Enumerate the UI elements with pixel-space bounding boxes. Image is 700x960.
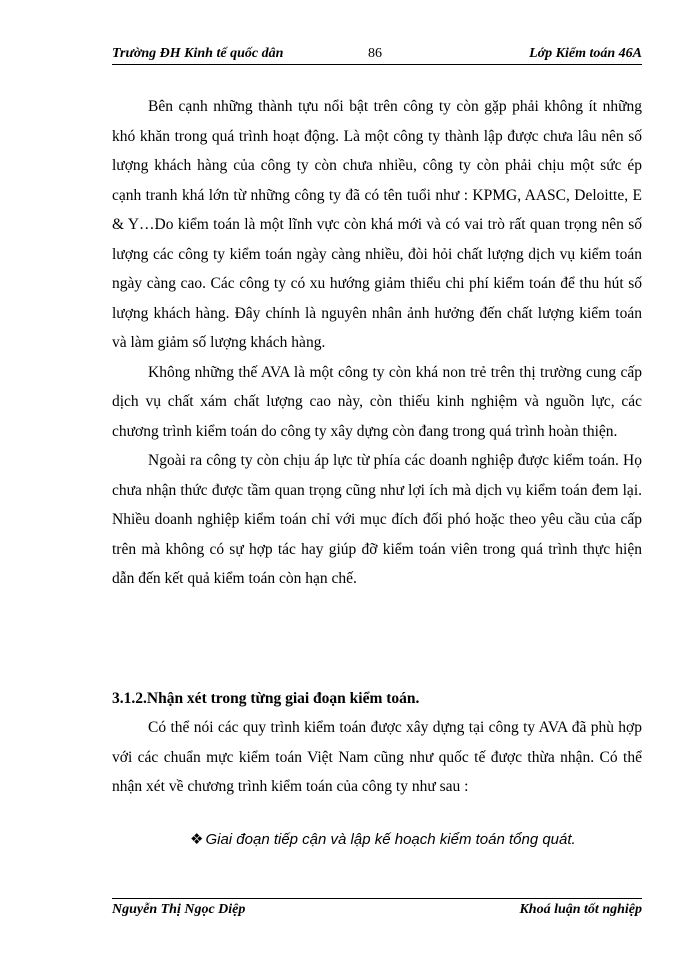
footer-doc-type: Khoá luận tốt nghiệp bbox=[519, 902, 642, 917]
header-divider bbox=[112, 64, 642, 65]
paragraph-2: Không những thế AVA là một công ty còn khá non trẻ trên thị trường cung cấp dịch vụ chất xám chất lượng cao này, còn thiếu kinh nghiệm và nguồn lực, các chương trình kiểm toán do công ty xây dựng còn đang trong quá trình hoàn thiện. bbox=[112, 363, 642, 440]
page-footer bbox=[112, 902, 642, 922]
spacer bbox=[112, 594, 642, 684]
header-class: Lớp Kiểm toán 46A bbox=[529, 46, 642, 61]
footer-author: Nguyễn Thị Ngọc Diệp bbox=[112, 902, 246, 917]
document-body bbox=[112, 92, 642, 802]
paragraph-1: Bên cạnh những thành tựu nổi bật trên công ty còn gặp phải không ít những khó khăn trong quá trình hoạt động. Là một công ty thành lập được chưa lâu nên số lượng khách hàng của công ty còn chưa nhiều, công ty còn phải chịu một sức ép cạnh tranh khá lớn từ những công ty đã có tên tuổi như : KPMG, AASC, Deloitte, E & Y…Do kiểm toán là một lĩnh vực còn khá mới và có vai trò rất quan trọng nên số lượng các công ty kiểm toán ngày càng nhiều, đòi hỏi chất lượng dịch vụ kiểm toán ngày càng cao. Các công ty có xu hướng giảm thiểu chi phí kiểm toán để thu hút số lượng khách hàng. Đây chính là nguyên nhân ảnh hưởng đến chất lượng kiểm toán và làm giảm số lượng khách hàng. bbox=[112, 98, 642, 351]
paragraph-3: Ngoài ra công ty còn chịu áp lực từ phía các doanh nghiệp được kiểm toán. Họ chưa nhận thức được tầm quan trọng cũng như lợi ích mà dịch vụ kiểm toán đem lại. Nhiều doanh nghiệp kiểm toán chỉ với mục đích đối phó hoặc theo yêu cầu của cấp trên mà không có sự hợp tác hay giúp đỡ kiểm toán viên trong quá trình thực hiện dẫn đến kết quả kiểm toán còn hạn chế. bbox=[112, 452, 642, 587]
section-heading: 3.1.2.Nhận xét trong từng giai đoạn kiểm toán. bbox=[112, 689, 420, 707]
footer-divider bbox=[112, 898, 642, 899]
header-page-number: 86 bbox=[368, 46, 382, 61]
page-header bbox=[112, 42, 642, 64]
section-intro: Có thể nói các quy trình kiểm toán được xây dựng tại công ty AVA đã phù hợp với các chuẩn mực kiểm toán Việt Nam cũng như quốc tế được thừa nhận. Có thể nhận xét về chương trình kiểm toán của công ty như sau : bbox=[112, 719, 642, 795]
bullet-item bbox=[190, 830, 576, 848]
diamond-bullet-icon: ❖ bbox=[190, 831, 204, 848]
bullet-text: Giai đoạn tiếp cận và lập kế hoạch kiểm toán tổng quát. bbox=[205, 831, 576, 848]
header-school: Trường ĐH Kinh tế quốc dân bbox=[112, 46, 284, 61]
